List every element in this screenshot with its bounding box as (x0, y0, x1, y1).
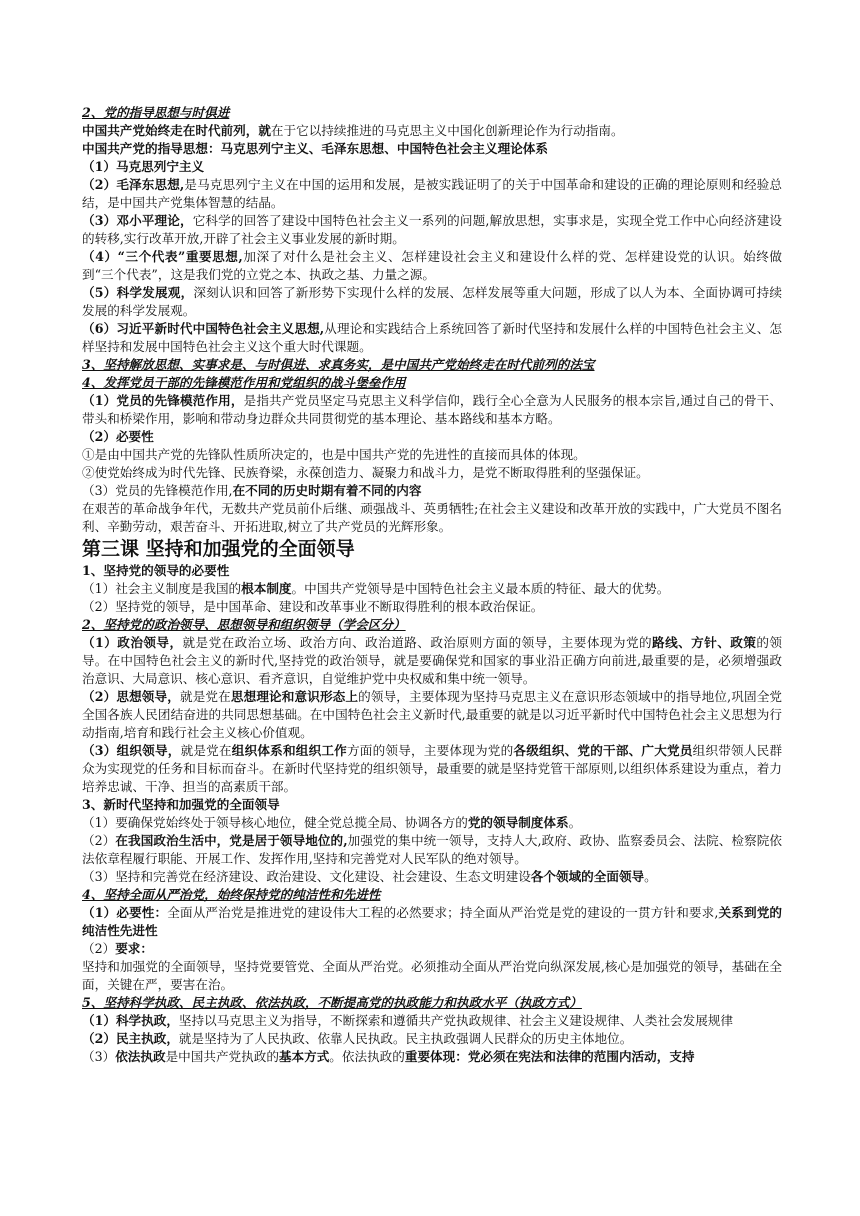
paragraph: 在艰苦的革命战争年代，无数共产党员前仆后继、顽强战斗、英勇牺牲;在社会主义建设和改革开放的实践中，广大党员不图名利、辛勤劳动，艰苦奋斗、开拓进取,树立了共产党员的光辉形象。 (82, 501, 782, 534)
paragraph: 中国共产党始终走在时代前列，就在于它以持续推进的马克思主义中国化创新理论作为行动指南。 (82, 123, 624, 138)
section-heading: 2、坚持党的政治领导、思想领导和组织领导（学会区分） (82, 617, 406, 632)
list-item: （3）邓小平理论，它科学的回答了建设中国特色社会主义一系列的问题,解放思想，实事求是，实现全党工作中心向经济建设的转移,实行改革开放,开辟了社会主义事业发展的新时期。 (82, 213, 782, 246)
lesson-title: 第三课 坚持和加强党的全面领导 (82, 538, 355, 560)
list-item: （3）坚持和完善党在经济建设、政治建设、文化建设、社会建设、生态文明建设各个领域的全面领导。 (82, 869, 657, 884)
list-item: （1）政治领导，就是党在政治立场、政治方向、政治道路、政治原则方面的领导，主要体现为党的路线、方针、政策的领导。在中国特色社会主义的新时代,坚持党的政治领导，就是要确保党和国家的事业沿正确方向前进,最重要的是，必须增强政治意识、大局意识、核心意识、看齐意识，自觉维护党中央权威和集中统一领导。 (82, 635, 783, 686)
list-item: （1）马克思列宁主义 (82, 159, 205, 174)
section-heading: 3、新时代坚持和加强党的全面领导 (82, 797, 280, 812)
section-heading: 3、坚持解放思想、实事求是、与时俱进、求真务实，是中国共产党始终走在时代前列的法宝 (82, 357, 595, 372)
list-item: （4）“三个代表”重要思想,加深了对什么是社会主义、怎样建设社会主义和建设什么样的党、怎样建设党的认识。始终做到“三个代表”，这是我们党的立党之本、执政之基、力量之源。 (82, 249, 783, 282)
section-heading: 5、坚持科学执政、民主执政、依法执政，不断提高党的执政能力和执政水平（执政方式） (82, 995, 582, 1010)
list-item: （2）要求： (82, 941, 153, 956)
list-item: ①是由中国共产党的先锋队性质所决定的，也是中国共产党的先进性的直接而具体的体现。 (82, 447, 586, 462)
list-item: ②使党始终成为时代先锋、民族脊梁，永葆创造力、凝聚力和战斗力，是党不断取得胜利的坚强保证。 (82, 465, 649, 480)
list-item: （2）民主执政，就是坚持为了人民执政、依靠人民执政。民主执政强调人民群众的历史主体地位。 (82, 1031, 633, 1046)
list-item: （2）毛泽东思想,是马克思列宁主义在中国的运用和发展，是被实践证明了的关于中国革命和建设的正确的理论原则和经验总结，是中国共产党集体智慧的结晶。 (82, 177, 782, 210)
list-item: （3）组织领导，就是党在组织体系和组织工作方面的领导，主要体现为党的各级组织、党的干部、广大党员组织带领人民群众为实现党的任务和目标而奋斗。在新时代坚持党的组织领导，最重要的就是坚持党管干部原则,以组织体系建设为重点，着力培养忠诚、干净、担当的高素质干部。 (82, 743, 783, 794)
list-item: （2）思想领导，就是党在思想理论和意识形态上的领导，主要体现为坚持马克思主义在意识形态领域中的指导地位,巩固全党全国各族人民团结奋进的共同思想基础。在中国特色社会主义新时代,最重要的就是以习近平新时代中国特色社会主义思想为行动指南,培育和践行社会主义核心价值观。 (82, 689, 783, 740)
list-item: （2）在我国政治生活中，党是居于领导地位的,加强党的集中统一领导，支持人大,政府、政协、监察委员会、法院、检察院依法依章程履行职能、开展工作、发挥作用,坚持和完善党对人民军队的绝对领导。 (82, 833, 782, 866)
list-item: （1）必要性：全面从严治党是推进党的建设伟大工程的必然要求；持全面从严治党是党的建设的一贯方针和要求,关系到党的纯洁性先进性 (82, 905, 783, 938)
list-item: （1）科学执政，坚持以马克思主义为指导，不断探索和遵循共产党执政规律、社会主义建设规律、人类社会发展规律 (82, 1013, 734, 1028)
list-item: （1）社会主义制度是我国的根本制度。中国共产党领导是中国特色社会主义最本质的特征、最大的优势。 (82, 581, 670, 596)
list-item: （1）要确保党始终处于领导核心地位，健全党总揽全局、协调各方的党的领导制度体系。 (82, 815, 582, 830)
list-item: （3）党员的先锋模范作用,在不同的历史时期有着不同的内容 (82, 483, 422, 498)
paragraph: 坚持和加强党的全面领导，坚持党要管党、全面从严治党。必须推动全面从严治党向纵深发展,核心是加强党的领导，基础在全面，关键在严，要害在治。 (82, 959, 782, 992)
list-item: （2）坚持党的领导，是中国革命、建设和改革事业不断取得胜利的根本政治保证。 (82, 599, 544, 614)
paragraph: 中国共产党的指导思想：马克思列宁主义、毛泽东思想、中国特色社会主义理论体系 (82, 141, 548, 156)
section-heading: 2、党的指导思想与时俱进 (82, 105, 230, 120)
section-heading: 4、发挥党员干部的先锋模范作用和党组织的战斗堡垒作用 (82, 375, 406, 390)
list-item: （5）科学发展观，深刻认识和回答了新形势下实现什么样的发展、怎样发展等重大问题，形成了以人为本、全面协调可持续发展的科学发展观。 (82, 285, 782, 318)
document-page (82, 104, 782, 1066)
list-item: （3）依法执政是中国共产党执政的基本方式。依法执政的重要体现：党必须在宪法和法律的范围内活动，支持 (82, 1049, 695, 1064)
section-heading: 1、坚持党的领导的必要性 (82, 563, 230, 578)
list-item: （2）必要性 (82, 429, 154, 444)
section-heading: 4、坚持全面从严治党，始终保持党的纯洁性和先进性 (82, 887, 381, 902)
list-item: （6）习近平新时代中国特色社会主义思想,从理论和实践结合上系统回答了新时代坚持和发展什么样的中国特色社会主义、怎样坚持和发展中国特色社会主义这个重大时代课题。 (82, 321, 783, 354)
list-item: （1）党员的先锋模范作用，是指共产党员坚定马克思主义科学信仰，践行全心全意为人民服务的根本宗旨,通过自己的骨干、带头和桥梁作用，影响和带动身边群众共同贯彻党的基本理论、基本路线和基本方略。 (82, 393, 782, 426)
